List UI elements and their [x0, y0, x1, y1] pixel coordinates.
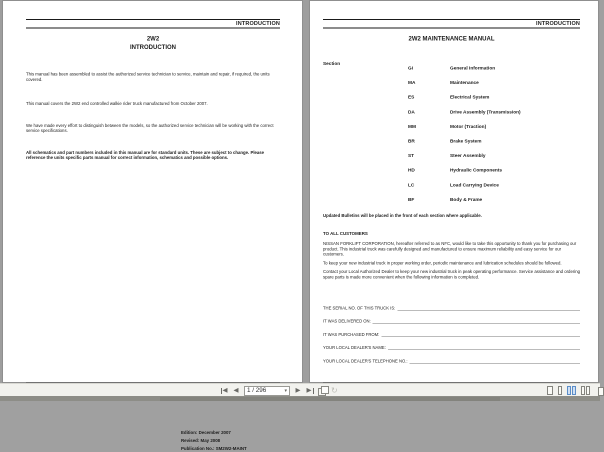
viewer-toolbar — [0, 383, 600, 396]
blank-line — [381, 332, 580, 337]
to-all-customers-heading: TO ALL CUSTOMERS — [323, 231, 368, 236]
section-code: LC — [408, 182, 415, 188]
left-running-head: INTRODUCTION — [236, 20, 280, 27]
section-code: BR — [408, 138, 415, 145]
page-navigation — [220, 385, 338, 396]
previous-page-button[interactable]: ◀ — [233, 387, 239, 394]
section-code: HD — [408, 167, 415, 174]
edition-block — [181, 428, 247, 452]
blank-line — [397, 305, 580, 310]
form-row-dealer-name — [323, 337, 580, 350]
page-number-input[interactable] — [244, 386, 290, 396]
form-label: IT WAS PURCHASED FROM: — [323, 331, 380, 337]
section-name: General Information — [450, 65, 496, 71]
continuous-page-icon — [558, 386, 562, 395]
customer-paragraph-1: NISSAN FORKLIFT CORPORATION, hereafter referred to as NFC, would like to take this opportunity to thank you for purchasing our product. This industrial truck was carefully designed and manufactured to ensure maximum reliability and easy service for our customers. — [323, 241, 577, 257]
last-page-icon — [313, 388, 314, 394]
page-display-modes — [547, 385, 590, 396]
chevron-down-icon[interactable]: ▾ — [284, 387, 287, 394]
form-label: YOUR LOCAL DEALER'S NAME: — [323, 345, 386, 350]
right-running-head: INTRODUCTION — [536, 20, 580, 27]
blank-line — [373, 319, 580, 324]
two-page-continuous-icon-2 — [586, 386, 590, 395]
section-name: Body & Frame — [450, 196, 483, 203]
right-page-header — [323, 19, 580, 29]
two-page-view-button[interactable] — [567, 386, 576, 395]
header-rule-bottom — [323, 28, 580, 29]
single-page-icon — [547, 386, 553, 395]
section-code: GI — [408, 65, 414, 71]
next-view-button[interactable]: ↻ — [331, 386, 338, 395]
blank-line — [410, 358, 580, 363]
page-indicator: 1 / 296 — [247, 387, 267, 394]
left-page-header — [26, 19, 280, 29]
section-row-st — [408, 149, 521, 164]
clipped-toolbar-icon[interactable] — [598, 387, 604, 396]
form-row-purchased — [323, 324, 580, 337]
section-row-mm — [408, 119, 521, 134]
customer-paragraphs — [323, 241, 580, 283]
next-page-button[interactable]: ▶ — [295, 387, 301, 394]
overlapping-pages-icon — [318, 386, 327, 395]
section-row-ma — [408, 76, 521, 91]
intro-paragraph-1: This manual has been assembled to assist the authorized service technician to service, maintain and repair, if required, the units covered. — [26, 71, 270, 82]
section-row-lc — [408, 178, 521, 193]
previous-view-button[interactable] — [318, 386, 327, 396]
edition-line: Edition: December 2007 — [181, 429, 231, 435]
first-page-icon — [221, 388, 222, 394]
first-page-button[interactable]: ◀ — [222, 387, 228, 394]
section-name: Maintenance — [450, 80, 479, 86]
section-name: Steer Assembly — [450, 153, 486, 159]
single-page-view-button[interactable] — [547, 386, 553, 395]
section-code: DA — [408, 109, 415, 115]
taskbar-fragment — [160, 397, 500, 401]
form-row-delivered — [323, 310, 580, 323]
section-name: Electrical System — [450, 94, 490, 101]
header-rule-bottom — [26, 28, 280, 29]
form-row-dealer-phone — [323, 350, 580, 363]
section-index — [408, 61, 521, 207]
right-page-title: 2W2 MAINTENANCE MANUAL — [408, 35, 495, 42]
customer-paragraph-3: Contact your Local Authorized Dealer to keep your new industrial truck in peak operating performance. Service assistance and ordering spare parts is made more convenient when the following information is completed. — [323, 269, 580, 280]
section-name: Brake System — [450, 138, 482, 145]
title-model: 2W2 — [146, 35, 160, 42]
page-a2 — [309, 0, 599, 383]
section-row-gi — [408, 61, 521, 76]
customer-paragraph-2: To keep your new industrial truck in proper working order, periodic maintenance and lubrication schedules should be followed. — [323, 260, 562, 266]
section-code: ST — [408, 153, 415, 159]
schematics-note: All schematics and part numbers included in this manual are for standard units. These are subject to change. Please reference the units specific parts manual for correct information, schematics and possible options. — [26, 149, 265, 160]
continuous-view-button[interactable] — [558, 386, 562, 395]
form-label: IT WAS DELIVERED ON: — [323, 318, 371, 324]
window-bottom-edge — [0, 396, 600, 401]
bulletin-note: Updated Bulletins will be placed in the front of each section where applicable. — [323, 213, 482, 218]
section-code: MA — [408, 80, 416, 86]
revised-line: Revised: May 2008 — [181, 437, 221, 443]
section-row-da — [408, 105, 521, 120]
two-page-continuous-icon — [581, 386, 585, 395]
form-label: THE SERIAL NO. OF THIS TRUCK IS: — [323, 305, 396, 311]
clipped-icon — [598, 387, 604, 396]
last-page-button[interactable]: ▶ — [306, 387, 312, 394]
section-code: ES — [408, 94, 415, 101]
two-page-icon-right — [572, 386, 576, 395]
section-column-label: Section — [323, 61, 341, 67]
publication-line: Publication No.: SM2W2-MAINT — [181, 445, 247, 451]
blank-line — [388, 345, 580, 350]
section-row-hd — [408, 163, 521, 178]
left-page-title — [26, 35, 280, 52]
intro-paragraph-2: This manual covers the 2W2 end controlled walkie rider truck manufactured from October 2007. — [26, 101, 208, 106]
section-row-es — [408, 90, 521, 105]
section-row-bf — [408, 192, 521, 207]
two-page-icon-left — [567, 386, 571, 395]
title-section: INTRODUCTION — [130, 43, 176, 51]
section-name: Load Carrying Device — [450, 182, 499, 188]
section-code: MM — [408, 123, 416, 130]
section-name: Hydraulic Components — [450, 167, 502, 174]
two-page-continuous-view-button[interactable] — [581, 386, 590, 395]
form-row-serial — [323, 297, 580, 310]
form-label: YOUR LOCAL DEALER'S TELEPHONE NO.: — [323, 358, 408, 364]
section-row-br — [408, 134, 521, 149]
section-name: Motor (Traction) — [450, 123, 487, 130]
section-code: BF — [408, 196, 415, 203]
section-name: Drive Assembly (Transmission) — [450, 109, 521, 115]
intro-paragraph-3: We have made every effort to distinguish between the models, so the authorized service technician will be working with the correct service specifications. — [26, 122, 274, 133]
owner-record-form — [323, 297, 580, 363]
